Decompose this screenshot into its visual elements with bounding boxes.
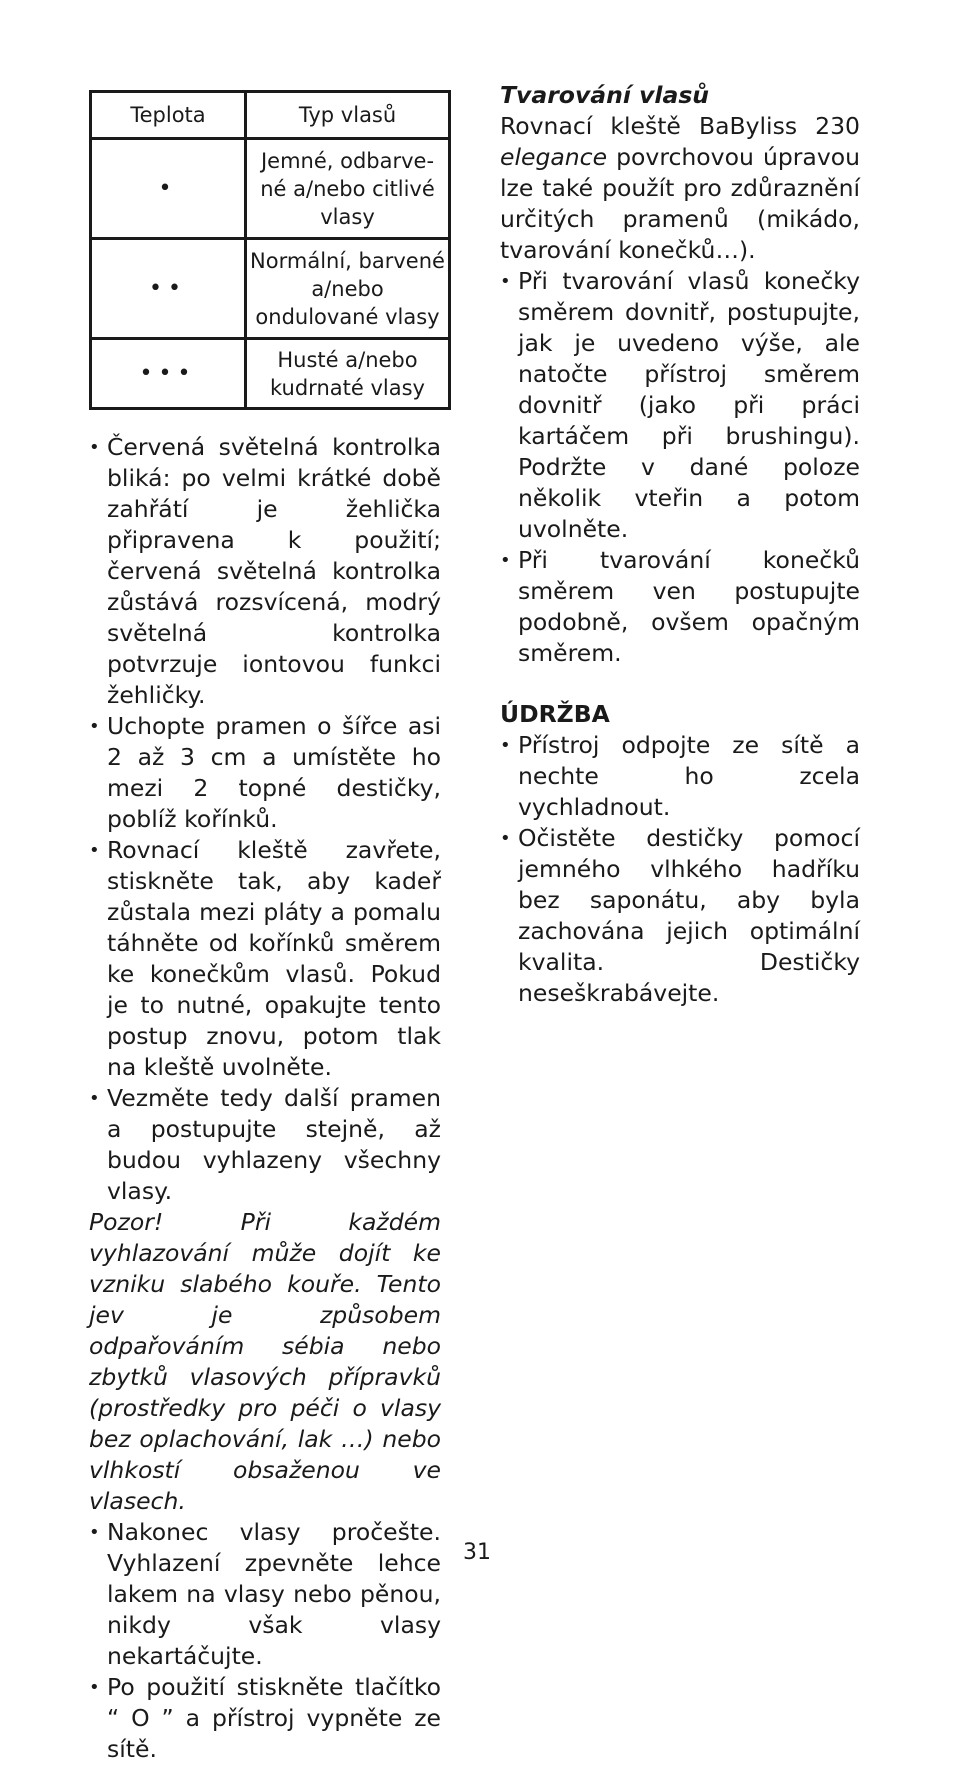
temperature-table	[89, 90, 451, 410]
temperature-dots: •••	[91, 339, 246, 409]
list-item: • Rovnací kleště zavřete, stiskněte tak, aby kadeř zůstala mezi pláty a pomalu táhněte od kořínků směrem ke konečkům vlasů. Pokud je to nutné, opakujte tento postup znovu, potom tlak na kleště uvolněte.	[89, 835, 441, 1083]
usage-instructions-list	[89, 432, 441, 1207]
list-item: • Přístroj odpojte ze sítě a nechte ho zcela vychladnout.	[500, 730, 860, 823]
table-row	[91, 239, 450, 339]
right-column	[500, 80, 860, 1009]
list-item: • Po použití stiskněte tlačítko “ O ” a přístroj vypněte ze sítě.	[89, 1672, 441, 1765]
warning-note: Pozor! Při každém vyhlazování může dojít ke vzniku slabého kouře. Tento jev je způsobem odpařováním sébia nebo zbytků vlasových přípravků (prostředky pro péči o vlasy bez oplachování, lak …) nebo vlhkostí obsaženou ve vlasech.	[89, 1208, 441, 1515]
maintenance-heading: ÚDRŽBA	[500, 700, 610, 728]
left-column	[89, 80, 445, 1765]
temperature-dots: ••	[91, 239, 246, 339]
table-row	[91, 339, 450, 409]
table-header-row	[91, 92, 450, 139]
product-name-emphasis: elegance	[500, 143, 608, 171]
hair-type-cell: Husté a/nebo kudrnaté vlasy	[246, 339, 450, 409]
styling-intro-part2: povrchovou úpravou lze také použít pro zdůraznění určitých pramenů (mikádo, tvarování konečků…).	[500, 143, 860, 264]
list-item: • Při tvarování konečků směrem ven postupujte podobně, ovšem opačným směrem.	[500, 545, 860, 669]
styling-intro	[500, 111, 860, 266]
styling-intro-part1: Rovnací kleště BaByliss 230	[500, 112, 860, 140]
table-header-hair-type: Typ vlasů	[246, 92, 450, 139]
list-item: • Červená světelná kontrolka bliká: po velmi krátké době zahřátí je žehlička připravena k použití; červená světelná kontrolka zůstává rozsvícená, modrý světelná kontrolka potvrzuje iontovou funkci žehličky.	[89, 432, 441, 711]
styling-instructions-list	[500, 266, 860, 669]
list-item: • Uchopte pramen o šířce asi 2 až 3 cm a umístěte ho mezi 2 topné destičky, poblíž kořínků.	[89, 711, 441, 835]
list-item: • Očistěte destičky pomocí jemného vlhkého hadříku bez saponátu, aby byla zachována jejich optimální kvalita. Destičky neseškrabávejte.	[500, 823, 860, 1009]
table-header-temperature: Teplota	[91, 92, 246, 139]
list-item: • Nakonec vlasy pročešte. Vyhlazení zpevněte lehce lakem na vlasy nebo pěnou, nikdy však vlasy nekartáčujte.	[89, 1517, 441, 1672]
page-number: 31	[463, 1540, 491, 1565]
hair-type-cell: Jemné, odbarve-né a/nebo citlivé vlasy	[246, 139, 450, 239]
maintenance-instructions-list	[500, 730, 860, 1009]
list-item: • Při tvarování vlasů konečky směrem dovnitř, postupujte, jak je uvedeno výše, ale natočte přístroj směrem dovnitř (jako při práci kartáčem při brushingu). Podržte v dané poloze několik vteřin a potom uvolněte.	[500, 266, 860, 545]
table-row	[91, 139, 450, 239]
temperature-dots: •	[91, 139, 246, 239]
list-item: • Vezměte tedy další pramen a postupujte stejně, až budou vyhlazeny všechny vlasy.	[89, 1083, 441, 1207]
hair-type-cell: Normální, barvené a/nebo ondulované vlasy	[246, 239, 450, 339]
styling-heading: Tvarování vlasů	[500, 81, 710, 109]
